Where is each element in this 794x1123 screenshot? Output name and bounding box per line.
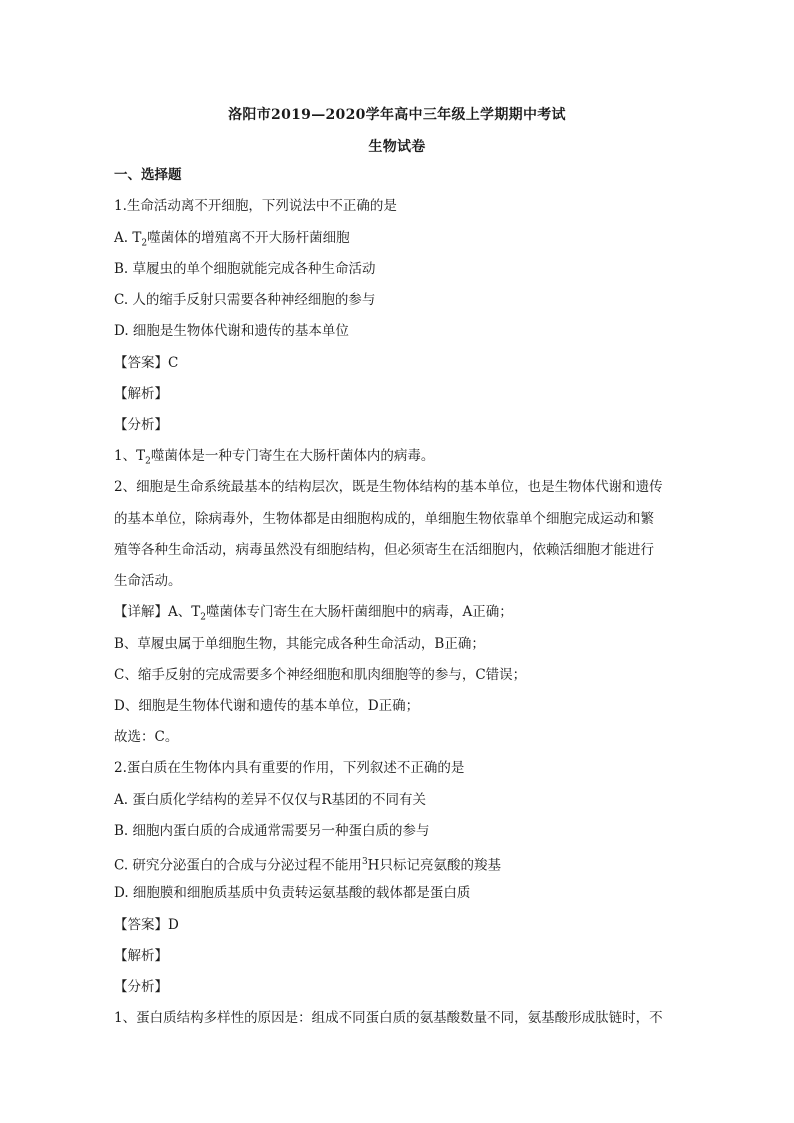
q1-detail-c: C、缩手反射的完成需要多个神经细胞和肌肉细胞等的参与，C错误； [114,667,527,683]
q1-analysis-1 [114,447,434,471]
q2-option-b: B. 细胞内蛋白质的合成通常需要另一种蛋白质的参与 [114,823,430,839]
q1-option-c: C. 人的缩手反射只需要各种神经细胞的参与 [114,292,376,308]
q1-detail-a-sub: 2 [200,612,206,623]
q2-analysis-1: 1、蛋白质结构多样性的原因是：组成不同蛋白质的氨基酸数量不同，氨基酸形成肽链时，不 [114,1010,663,1026]
exam-title: 洛阳市2019—2020学年高中三年级上学期期中考试 [228,107,566,123]
q1-stem: 1.生命活动离不开细胞，下列说法中不正确的是 [114,198,397,214]
q1-jiexi: 【解析】 [114,386,168,402]
q1-option-a-pre: A. T [114,230,142,246]
q1-option-d: D. 细胞是生物体代谢和遗传的基本单位 [114,323,349,339]
q2-option-c [114,853,501,875]
q1-option-a-sub: 2 [141,238,148,249]
q2-stem: 2.蛋白质在生物体内具有重要的作用，下列叙述不正确的是 [114,760,465,776]
q1-conclusion: 故选：C。 [114,729,179,745]
q2-option-c-sup: 3 [361,857,368,867]
q2-option-a: A. 蛋白质化学结构的差异不仅仅与R基团的不同有关 [114,792,426,808]
q1-analysis-2-line2: 的基本单位，除病毒外，生物体都是由细胞构成的，单细胞生物依靠单个细胞完成运动和繁 [114,511,654,527]
q2-option-d: D. 细胞膜和细胞质基质中负责转运氨基酸的载体都是蛋白质 [114,885,471,901]
q1-answer: 【答案】C [114,355,179,371]
q1-detail-a-pre: 【详解】A、T [114,604,201,620]
q1-detail-b: B、草履虫属于单细胞生物，其能完成各种生命活动，B正确； [114,636,485,652]
q1-option-a [114,229,350,253]
q1-analysis-1-sub: 2 [145,456,151,467]
q1-detail-d: D、细胞是生物体代谢和遗传的基本单位，D正确； [114,698,420,714]
q1-fenxi: 【分析】 [114,417,168,433]
q1-analysis-1-post: 噬菌体是一种专门寄生在大肠杆菌体内的病毒。 [150,448,435,464]
q1-option-b: B. 草履虫的单个细胞就能完成各种生命活动 [114,261,376,277]
q1-detail-a-post: 噬菌体专门寄生在大肠杆菌细胞中的病毒，A正确； [206,604,513,620]
q1-analysis-1-pre: 1、T [114,448,146,464]
q1-analysis-2-line3: 殖等各种生命活动，病毒虽然没有细胞结构，但必须寄生在活细胞内，依赖活细胞才能进行 [114,542,654,558]
q1-option-a-post: 噬菌体的增殖离不开大肠杆菌细胞 [147,230,350,246]
q1-analysis-2-line4: 生命活动。 [114,573,182,589]
q1-detail-a [114,603,513,627]
q2-option-c-post: H只标记亮氨酸的羧基 [367,857,501,874]
section-heading: 一、选择题 [114,167,182,183]
q2-jiexi: 【解析】 [114,948,168,964]
q2-option-c-pre: C. 研究分泌蛋白的合成与分泌过程不能用 [114,857,362,874]
exam-subtitle: 生物试卷 [368,139,426,155]
watermark [620,757,770,785]
q2-fenxi: 【分析】 [114,979,168,995]
q1-analysis-2-line1: 2、细胞是生命系统最基本的结构层次，既是生物体结构的基本单位，也是生物体代谢和遗传 [114,479,663,495]
q2-answer: 【答案】D [114,917,179,933]
